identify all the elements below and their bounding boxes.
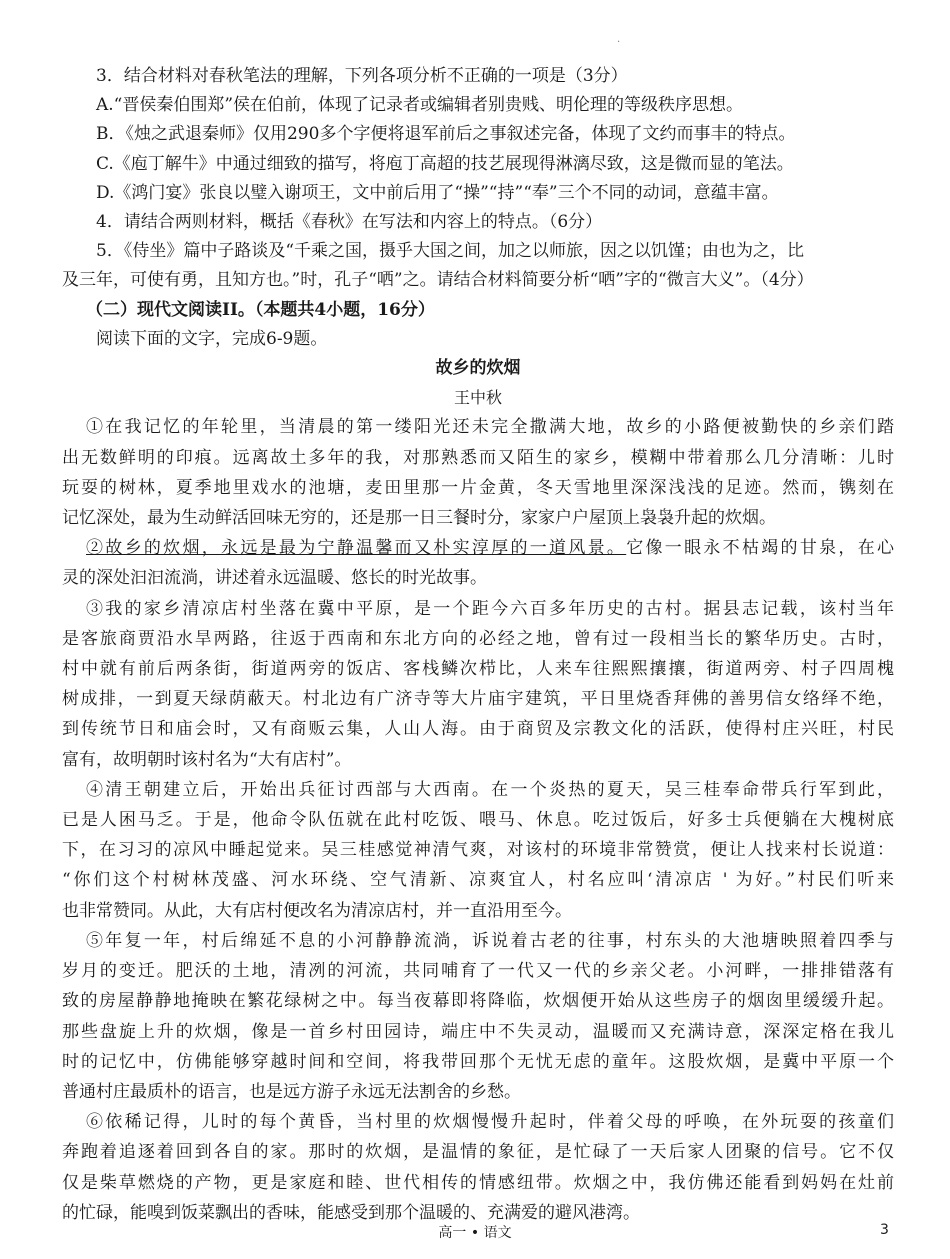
paragraph-line: 那些盘旋上升的炊烟，像是一首乡村田园诗，端庄中不失灵动，温暖而又充满诗意，深深定格在我儿	[62, 1021, 894, 1042]
paragraph-line: 岁月的变迁。肥沃的土地，清冽的河流，共同哺育了一代又一代的乡亲父老。小河畔，一排排错落有	[62, 961, 894, 982]
article-title: 故乡的炊烟	[435, 358, 521, 379]
paragraph-line: 村中就有前后两条街，街道两旁的饭店、客栈鳞次栉比，人来车往熙熙攘攘，街道两旁、村子四周槐	[62, 659, 894, 680]
paragraph-line: 致的房屋静静地掩映在繁花绿树之中。每当夜幕即将降临，炊烟便开始从这些房子的烟囱里缓缓升起。	[62, 991, 894, 1012]
paragraph-line: 记忆深处，最为生动鲜活回味无穷的，还是那一日三餐时分，家家户户屋顶上袅袅升起的炊烟。	[62, 508, 776, 529]
paragraph-line: 已是人困马乏。于是，他命令队伍就在此村吃饭、喂马、休息。吃过饭后，好多士兵便躺在大槐树底	[62, 810, 894, 831]
question-5-line-1: 5．《侍坐》篇中子路谈及“千乘之国，摄乎大国之间，加之以师旅，因之以饥馑；由也为之，比	[96, 241, 805, 262]
paragraph-5	[62, 926, 894, 1107]
paragraph-line: “你们这个村树林茂盛、河水环绕、空气清新、凉爽宜人，村名应叫‘清凉店 ' 为好。”村民们听来	[62, 870, 894, 891]
question-3-option-b: B．《烛之武退秦师》仅用290多个字便将退军前后之事叙述完备，体现了文约而事丰的特点。	[96, 124, 796, 145]
document-page	[62, 62, 894, 1228]
paragraph-line: 仅是柴草燃烧的产物，更是家庭和睦、世代相传的情感纽带。炊烟之中，我仿佛还能看到妈妈在灶前	[62, 1172, 894, 1193]
section-instruction: 阅读下面的文字，完成6-9题。	[96, 328, 328, 349]
page-footer: 高一 • 语文	[438, 1225, 512, 1241]
paragraph-line: ①在我记忆的年轮里，当清晨的第一缕阳光还未完全撒满大地，故乡的小路便被勤快的乡亲们踏	[86, 417, 894, 438]
question-4: 4．请结合两则材料，概括《春秋》在写法和内容上的特点。（6分）	[96, 212, 603, 233]
question-3: 3．结合材料对春秋笔法的理解，下列各项分析不正确的一项是（3分）	[96, 66, 628, 86]
paragraph-line: 树成排，一到夏天绿荫蔽天。村北边有广济寺等大片庙宇建筑，平日里烧香拜佛的善男信女络绎不绝，	[62, 689, 894, 710]
paragraph-line: 富有，故明朝时该村名为“大有店村”。	[62, 749, 352, 770]
paragraph-line: 到传统节日和庙会时，又有商贩云集，人山人海。由于商贸及宗教文化的活跃，使得村庄兴旺，村民	[62, 719, 894, 740]
sentence-rest: 它像一眼永不枯竭的甘泉，在心	[626, 538, 895, 559]
question-3-option-c: C.《庖丁解牛》中通过细致的描写，将庖丁高超的技艺展现得淋漓尽致，这是微而显的笔法。	[96, 153, 794, 174]
paragraph-line: 的忙碌，能嗅到饭菜飘出的香味，能感受到那个温暖的、充满爱的避风港湾。	[62, 1202, 640, 1223]
question-5-line-2: 及三年，可使有勇，且知方也。”时，孔子“哂”之。请结合材料简要分析“哂”字的“微言大义”。（4分）	[62, 270, 814, 291]
paragraph-line: 出无数鲜明的印痕。远离故土多年的我，对那熟悉而又陌生的家乡，模糊中带着那么几分清晰：儿时	[62, 447, 894, 468]
question-3-option-a: A.“晋侯秦伯围郑”侯在伯前，体现了记录者或编辑者别贵贱、明伦理的等级秩序思想。	[96, 95, 744, 116]
paragraph-line: ④清王朝建立后，开始出兵征讨西部与大西南。在一个炎热的夏天，吴三桂奉命带兵行军到此，	[86, 779, 894, 800]
paragraph-line: 灵的深处汩汩流淌，讲述着永远温暖、悠长的时光故事。	[62, 568, 487, 589]
paragraph-line: 下，在习习的凉风中睡起觉来。吴三桂感觉神清气爽，对该村的环境非常赞赏，便让人找来村长说道：	[62, 840, 894, 861]
paragraph-line: 是客旅商贾沿水旱两路，往返于西南和东北方向的必经之地，曾有过一段相当长的繁华历史。古时，	[62, 628, 894, 649]
question-3-option-d: D.《鸿门宴》张良以璧入谢项王，文中前后用了“操”“持”“奉”三个不同的动词，意蕴丰富。	[96, 182, 779, 203]
underlined-sentence: ②故乡的炊烟，永远是最为宁静温馨而又朴实淳厚的一道风景。	[86, 538, 627, 559]
paragraph-2	[62, 533, 894, 593]
paragraph-1	[62, 412, 894, 533]
paragraph-line: ⑤年复一年，村后绵延不息的小河静静流淌，诉说着古老的往事，村东头的大池塘映照着四季与	[86, 930, 894, 951]
section-heading: （二）现代文阅读II。（本题共4小题，16分）	[86, 299, 435, 320]
header-dot: .	[617, 34, 621, 45]
paragraph-line: ③我的家乡清凉店村坐落在冀中平原，是一个距今六百多年历史的古村。据县志记载，该村当年	[86, 598, 894, 619]
article-author: 王中秋	[453, 388, 502, 408]
page-number: 3	[880, 1222, 889, 1238]
paragraph-3	[62, 594, 894, 775]
paragraph-6	[62, 1107, 894, 1228]
paragraph-line: 玩耍的树林，夏季地里戏水的池塘，麦田里那一片金黄，冬天雪地里深深浅浅的足迹。然而，镌刻在	[62, 477, 894, 498]
paragraph-line: 时的记忆中，仿佛能够穿越时间和空间，将我带回那个无忧无虑的童年。这股炊烟，是冀中平原一个	[62, 1051, 894, 1072]
paragraph-line	[62, 533, 894, 563]
paragraph-line: 普通村庄最质朴的语言，也是远方游子永远无法割舍的乡愁。	[62, 1081, 521, 1102]
paragraph-4	[62, 775, 894, 926]
paragraph-line: 也非常赞同。从此，大有店村便改名为清凉店村，并一直沿用至今。	[62, 900, 572, 921]
paragraph-line: ⑥依稀记得，儿时的每个黄昏，当村里的炊烟慢慢升起时，伴着父母的呼唤，在外玩耍的孩童们	[86, 1112, 894, 1133]
paragraph-line: 奔跑着追逐着回到各自的家。那时的炊烟，是温情的象征，是忙碌了一天后家人团聚的信号。它不仅	[62, 1142, 894, 1163]
